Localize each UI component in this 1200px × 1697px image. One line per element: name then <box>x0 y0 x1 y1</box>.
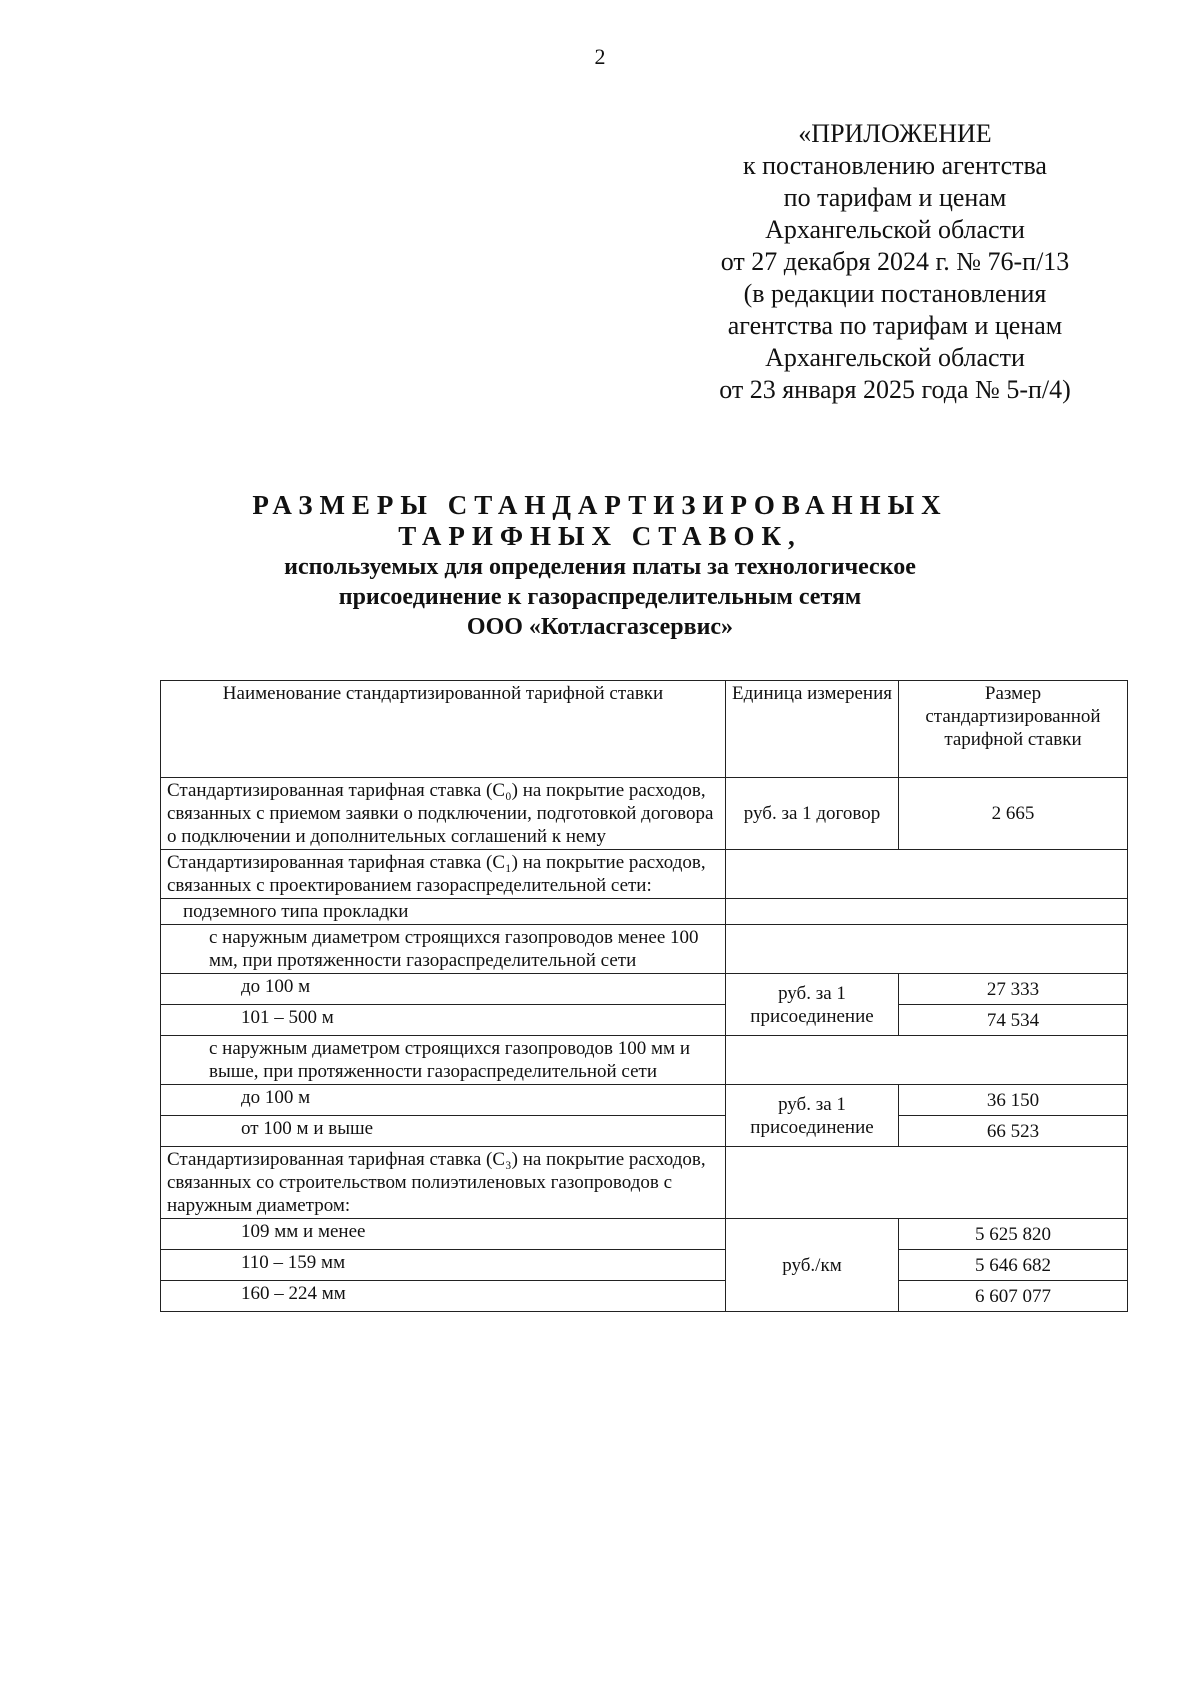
row-value: 5 625 820 <box>899 1219 1128 1250</box>
empty-cell <box>726 899 1128 925</box>
appendix-line: от 27 декабря 2024 г. № 76-п/13 <box>720 247 1070 276</box>
row-label: 101 – 500 м <box>161 1005 726 1036</box>
table-row <box>161 1036 1128 1085</box>
table-row <box>161 925 1128 974</box>
row-label: 160 – 224 мм <box>161 1281 726 1312</box>
c3-unit: руб./км <box>726 1219 899 1312</box>
table-row <box>161 899 1128 925</box>
document-title <box>0 490 1200 642</box>
appendix-line: по тарифам и ценам <box>783 183 1007 212</box>
c1-group-small: с наружным диаметром строящихся газопроводов менее 100 мм, при протяженности газораспределительной сети <box>161 925 726 974</box>
row-label: до 100 м <box>161 1085 726 1116</box>
appendix-line: Архангельской области <box>765 343 1025 372</box>
c1-group-large: с наружным диаметром строящихся газопроводов 100 мм и выше, при протяженности газораспределительной сети <box>161 1036 726 1085</box>
row-label: от 100 м и выше <box>161 1116 726 1147</box>
appendix-line: Архангельской области <box>765 215 1025 244</box>
table-row <box>161 1116 1128 1147</box>
empty-cell <box>726 1147 1128 1219</box>
title-subline: используемых для определения платы за технологическое <box>284 554 916 580</box>
table-row <box>161 850 1128 899</box>
c0-unit: руб. за 1 договор <box>726 778 899 850</box>
appendix-line: от 23 января 2025 года № 5-п/4) <box>719 375 1071 404</box>
row-value: 36 150 <box>899 1085 1128 1116</box>
c1-large-unit: руб. за 1 присоединение <box>726 1085 899 1147</box>
table-row <box>161 1005 1128 1036</box>
row-label: до 100 м <box>161 974 726 1005</box>
table-row <box>161 1219 1128 1250</box>
appendix-line: (в редакции постановления <box>743 279 1047 308</box>
empty-cell <box>726 850 1128 899</box>
c3-name: Стандартизированная тарифная ставка (C₃) на покрытие расходов, связанных со строительством полиэтиленовых газопроводов с наружным диаметром: <box>161 1147 726 1219</box>
title-subline: ООО «Котласгазсервис» <box>466 614 734 640</box>
c1-small-unit: руб. за 1 присоединение <box>726 974 899 1036</box>
row-value: 66 523 <box>899 1116 1128 1147</box>
title-line: РАЗМЕРЫ СТАНДАРТИЗИРОВАННЫХ <box>252 490 948 520</box>
c0-name: Стандартизированная тарифная ставка (C₀) на покрытие расходов, связанных с приемом заявки о подключении, подготовкой договора о подключении и дополнительных соглашений к нему <box>161 778 726 850</box>
title-line: ТАРИФНЫХ СТАВОК, <box>398 521 802 551</box>
row-label: 110 – 159 мм <box>161 1250 726 1281</box>
c1-name: Стандартизированная тарифная ставка (C₁) на покрытие расходов, связанных с проектированием газораспределительной сети: <box>161 850 726 899</box>
appendix-line: «ПРИЛОЖЕНИЕ <box>798 119 992 148</box>
row-value: 74 534 <box>899 1005 1128 1036</box>
appendix-line: агентства по тарифам и ценам <box>727 311 1063 340</box>
tariff-table <box>160 680 1128 1312</box>
table-row <box>161 1250 1128 1281</box>
c0-value: 2 665 <box>899 778 1128 850</box>
appendix-header <box>680 118 1110 406</box>
row-value: 27 333 <box>899 974 1128 1005</box>
c1-underground: подземного типа прокладки <box>161 899 726 925</box>
empty-cell <box>726 925 1128 974</box>
table-row <box>161 1085 1128 1116</box>
row-value: 6 607 077 <box>899 1281 1128 1312</box>
header-name: Наименование стандартизированной тарифной ставки <box>161 681 726 778</box>
table-header-row <box>161 681 1128 778</box>
row-label: 109 мм и менее <box>161 1219 726 1250</box>
header-size: Размер стандартизированной тарифной ставки <box>899 681 1128 778</box>
table-row <box>161 1281 1128 1312</box>
title-subline: присоединение к газораспределительным сетям <box>338 584 862 610</box>
appendix-line: к постановлению агентства <box>743 151 1047 180</box>
header-unit: Единица измерения <box>726 681 899 778</box>
table-row <box>161 974 1128 1005</box>
row-value: 5 646 682 <box>899 1250 1128 1281</box>
page-number: 2 <box>594 44 606 69</box>
table-row <box>161 1147 1128 1219</box>
empty-cell <box>726 1036 1128 1085</box>
table-row <box>161 778 1128 850</box>
